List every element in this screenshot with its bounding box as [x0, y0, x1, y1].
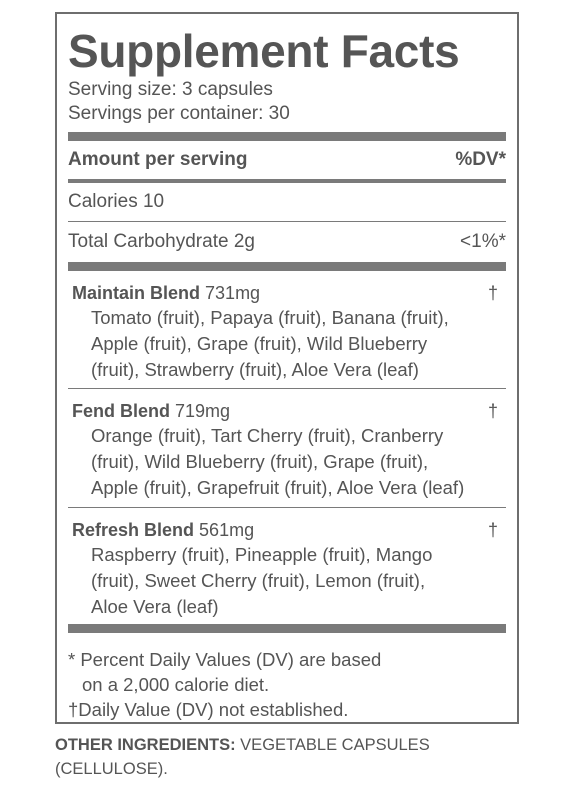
ingredient-line: Apple (fruit), Grapefruit (fruit), Aloe Vera (leaf) [91, 477, 465, 498]
servings-per-container: Servings per container: 30 [68, 103, 290, 124]
blend-dv-dagger: † [487, 520, 498, 540]
ingredient-line: Orange (fruit), Tart Cherry (fruit), Cranberry [91, 425, 444, 446]
blend-name: Maintain Blend [72, 283, 201, 303]
blend-name: Fend Blend [72, 401, 170, 421]
ingredient-line: Tomato (fruit), Papaya (fruit), Banana (fruit), [91, 307, 449, 328]
supplement-facts-panel [55, 12, 519, 724]
blend-amount: 719mg [175, 401, 231, 421]
dv-header-label: %DV* [455, 149, 506, 170]
serving-size: Serving size: 3 capsules [68, 79, 273, 100]
amount-header-row [68, 141, 506, 179]
blend-fend [68, 389, 506, 507]
ingredient-line: (fruit), Strawberry (fruit), Aloe Vera (leaf) [91, 359, 419, 380]
divider-thick [68, 132, 506, 141]
ingredient-line: (fruit), Sweet Cherry (fruit), Lemon (fruit), [91, 570, 426, 591]
other-ingredients [55, 733, 525, 781]
footnote-dv: * Percent Daily Values (DV) are based [68, 649, 382, 670]
blend-maintain [68, 271, 506, 388]
calories-row [68, 183, 506, 221]
panel-title: Supplement Facts [68, 25, 460, 77]
other-ingredients-text: VEGETABLE CAPSULES (CELLULOSE). [55, 736, 430, 778]
carbohydrate-dv: <1%* [460, 231, 506, 252]
blend-header [68, 281, 506, 305]
footnote-calorie-diet: on a 2,000 calorie diet. [82, 674, 270, 695]
blend-dv-dagger: † [487, 401, 498, 421]
ingredient-line: Aloe Vera (leaf) [91, 596, 219, 617]
footnotes [68, 633, 506, 722]
blend-dv-dagger: † [487, 283, 498, 303]
blend-header [68, 399, 506, 423]
divider-thick [68, 624, 506, 633]
footnote-dagger: †Daily Value (DV) not established. [68, 699, 349, 720]
ingredient-line: Apple (fruit), Grape (fruit), Wild Blueberry [91, 333, 428, 354]
ingredient-line: Raspberry (fruit), Pineapple (fruit), Mango [91, 544, 433, 565]
blend-refresh [68, 508, 506, 624]
blend-amount: 731mg [205, 283, 261, 303]
carbohydrate-label: Total Carbohydrate 2g [68, 231, 255, 252]
other-ingredients-label: OTHER INGREDIENTS: [55, 736, 236, 754]
blend-amount: 561mg [199, 520, 255, 540]
blend-ingredients [68, 542, 506, 626]
blend-header [68, 518, 506, 542]
calories-label: Calories 10 [68, 191, 165, 212]
blend-ingredients [68, 305, 506, 389]
blend-name: Refresh Blend [72, 520, 195, 540]
ingredient-line: (fruit), Wild Blueberry (fruit), Grape (fruit), [91, 451, 429, 472]
carbohydrate-row [68, 222, 506, 262]
divider-thick [68, 262, 506, 271]
amount-per-serving-label: Amount per serving [68, 149, 248, 170]
blend-ingredients [68, 423, 506, 507]
